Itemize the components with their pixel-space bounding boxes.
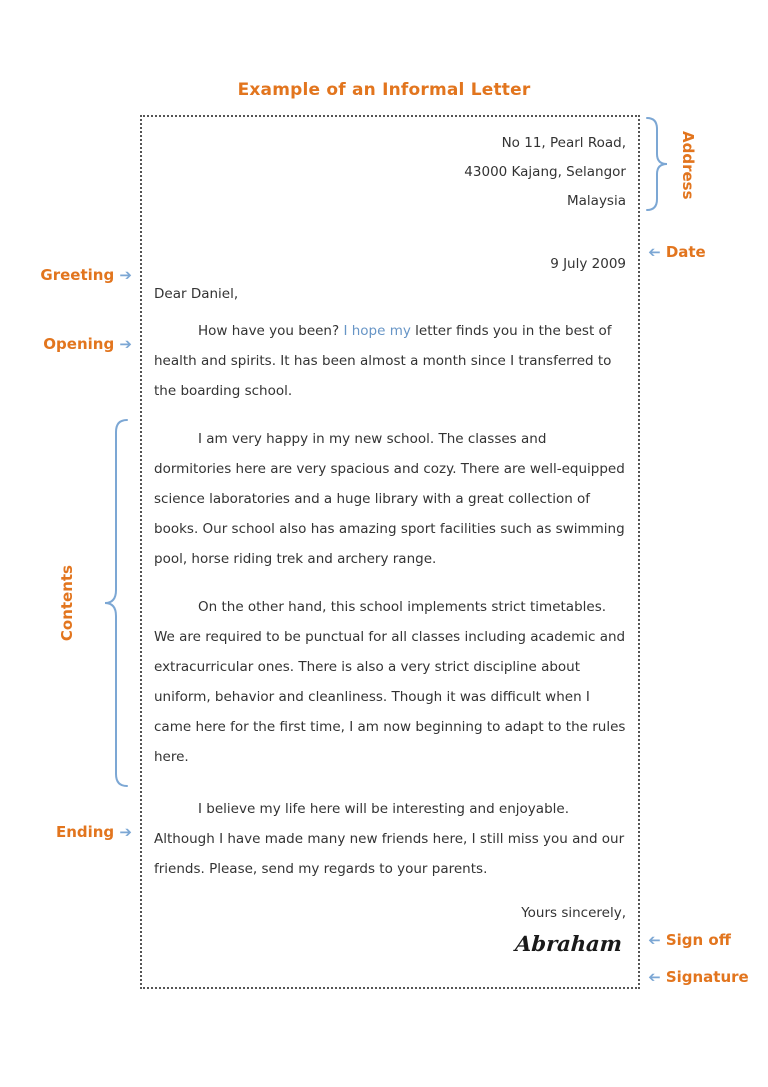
signature: Abraham	[514, 931, 623, 956]
address-line-1: No 11, Pearl Road,	[501, 135, 626, 151]
label-contents: Contents	[58, 565, 76, 642]
label-ending-text: Ending	[55, 823, 115, 841]
sign-off: Yours sincerely,	[521, 905, 626, 921]
arrow-right-icon: ➔	[119, 266, 132, 284]
label-signature-text: Signature	[665, 968, 749, 986]
sender-address	[154, 129, 626, 216]
label-opening	[20, 335, 132, 354]
arrow-left-icon: ➔	[648, 243, 661, 261]
label-sign-off-text: Sign off	[665, 931, 731, 949]
address-line-3: Malaysia	[567, 193, 626, 209]
letter-greeting: Dear Daniel,	[154, 286, 239, 302]
label-sign-off	[648, 931, 731, 950]
label-signature	[648, 968, 749, 987]
contents-paragraph-1: I am very happy in my new school. The classes and dormitories here are very spacious and cozy. There are well-equipped science laboratories and a huge library with a great collection of books. Our school also has amazing sport facilities such as swimming pool, horse riding trek and archery range.	[154, 431, 625, 567]
opening-text-before: How have you been?	[198, 323, 344, 339]
label-ending	[20, 823, 132, 842]
arrow-left-icon: ➔	[648, 931, 661, 949]
ending-paragraph: I believe my life here will be interesting and enjoyable. Although I have made many new friends here, I still miss you and our friends. Please, send my regards to your parents.	[154, 801, 625, 877]
address-brace	[646, 117, 668, 211]
arrow-right-icon: ➔	[119, 823, 132, 841]
label-date	[648, 243, 706, 262]
opening-highlight: I hope my	[343, 323, 411, 339]
contents-brace	[104, 419, 128, 787]
letter-box	[140, 115, 640, 989]
opening-text-after: letter finds you in the best of health and spirits. It has been almost a month since I transferred to the boarding school.	[154, 323, 612, 399]
label-greeting	[20, 266, 132, 285]
arrow-right-icon: ➔	[119, 335, 132, 353]
label-date-text: Date	[665, 243, 706, 261]
address-line-2: 43000 Kajang, Selangor	[464, 164, 626, 180]
contents-paragraph-2: On the other hand, this school implements strict timetables. We are required to be punctual for all classes including academic and extracurricular ones. There is also a very strict discipline about uniform, behavior and cleanliness. Though it was difficult when I came here for the first time, I am now beginning to adapt to the rules here.	[154, 599, 626, 765]
opening-paragraph	[154, 316, 626, 406]
label-address: Address	[679, 131, 697, 200]
label-opening-text: Opening	[43, 335, 115, 353]
arrow-left-icon: ➔	[648, 968, 661, 986]
letter-date: 9 July 2009	[550, 256, 626, 272]
page-title: Example of an Informal Letter	[237, 80, 531, 100]
label-greeting-text: Greeting	[40, 266, 115, 284]
